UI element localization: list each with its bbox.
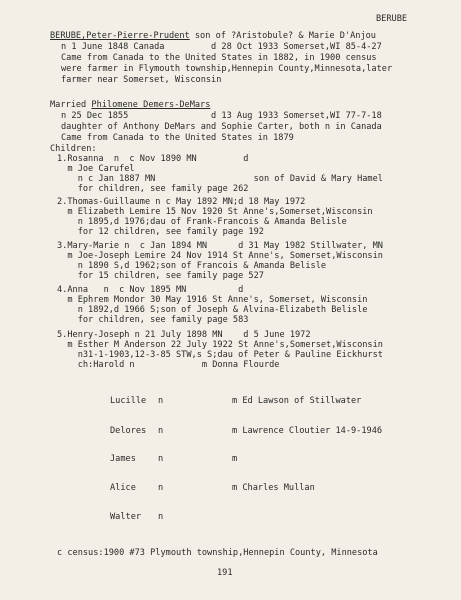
grandchild-birth: n <box>158 426 164 436</box>
spouse-birth-death: n 25 Dec 1855 d 13 Aug 1933 Somerset,WI 77-7-18 <box>61 111 382 121</box>
grandchild-marriage: m Ed Lawson of Stillwater <box>232 396 362 406</box>
child-line: for children, see family page 262 <box>57 184 249 194</box>
grandchild-name: Alice <box>110 483 136 493</box>
child-line: 4.Anna n c Nov 1895 MN d <box>57 285 244 295</box>
person-note-3: farmer near Somerset, Wisconsin <box>61 75 222 85</box>
surname-header: BERUBE <box>376 14 408 24</box>
grandchild-marriage: m Lawrence Cloutier 14-9-1946 <box>232 426 383 436</box>
grandchild-name: James <box>110 454 136 464</box>
grandchild-name: Walter <box>110 512 142 522</box>
child-line: m Esther M Anderson 22 July 1922 St Anne's,Somerset,Wisconsin <box>57 340 383 350</box>
person-heading <box>50 31 376 41</box>
person-name: BERUBE,Peter-Pierre-Prudent <box>50 31 190 41</box>
spouse-note-2: Came from Canada to the United States in 1879 <box>61 133 294 143</box>
child-line: for children, see family page 583 <box>57 315 249 325</box>
child-line: 1.Rosanna n c Nov 1890 MN d <box>57 154 249 164</box>
person-parents: son of ?Aristobule? & Marie D'Anjou <box>189 31 376 41</box>
child-line: for 15 children, see family page 527 <box>57 271 264 281</box>
grandchild-birth: n <box>158 396 164 406</box>
person-note-2: were farmer in Flymouth township,Hennepin County,Minnesota,later <box>61 64 393 74</box>
grandchild-name: Lucille <box>110 396 147 406</box>
grandchild-name: Delores <box>110 426 147 436</box>
child-line: 2.Thomas-Guillaume n c May 1892 MN;d 18 May 1972 <box>57 197 306 207</box>
person-note-1: Came from Canada to the United States in 1882, in 1900 census <box>61 53 377 63</box>
spouse-note-1: daughter of Anthony DeMars and Sophie Carter, both n in Canada <box>61 122 382 132</box>
child-line: n 1892,d 1966 S;son of Joseph & Alvina-Elizabeth Belisle <box>57 305 368 315</box>
child-line: n 1895,d 1976;dau of Frank-Francois & Amanda Belisle <box>57 217 347 227</box>
child-line: ch:Harold n m Donna Flourde <box>57 360 280 370</box>
grandchild-birth: n <box>158 512 164 522</box>
child-line: for 12 children, see family page 192 <box>57 227 264 237</box>
children-heading: Children: <box>50 144 97 154</box>
page-number: 191 <box>217 568 233 578</box>
census-footnote: c census:1900 #73 Plymouth township,Hennepin County, Minnesota <box>57 548 378 558</box>
child-line: 3.Mary-Marie n c Jan 1894 MN d 31 May 1982 Stillwater, MN <box>57 241 383 251</box>
spouse-heading <box>50 100 210 110</box>
child-line: m Ephrem Mondor 30 May 1916 St Anne's, Somerset, Wisconsin <box>57 295 368 305</box>
child-line: n c Jan 1887 MN son of David & Mary Hamel <box>57 174 383 184</box>
child-line: m Elizabeth Lemire 15 Nov 1920 St Anne's,Somerset,Wisconsin <box>57 207 373 217</box>
child-line: n 1890 S,d 1962;son of Francois & Amanda Belisle <box>57 261 327 271</box>
grandchild-marriage: m Charles Mullan <box>232 483 315 493</box>
person-birth-death: n 1 June 1848 Canada d 28 Oct 1933 Somerset,WI 85-4-27 <box>61 42 382 52</box>
spouse-name: Philomene Demers-DeMars <box>91 100 211 110</box>
child-line: m Joe Carufel <box>57 164 135 174</box>
child-line: n31-1-1903,12-3-85 STW,s S;dau of Peter & Pauline Eickhurst <box>57 350 383 360</box>
spouse-prefix: Married <box>50 100 92 110</box>
child-line: 5.Henry-Joseph n 21 July 1898 MN d 5 June 1972 <box>57 330 311 340</box>
child-line: m Joe-Joseph Lemire 24 Nov 1914 St Anne's, Somerset,Wisconsin <box>57 251 383 261</box>
grandchild-marriage: m <box>232 454 238 464</box>
grandchild-birth: n <box>158 454 164 464</box>
grandchild-birth: n <box>158 483 164 493</box>
